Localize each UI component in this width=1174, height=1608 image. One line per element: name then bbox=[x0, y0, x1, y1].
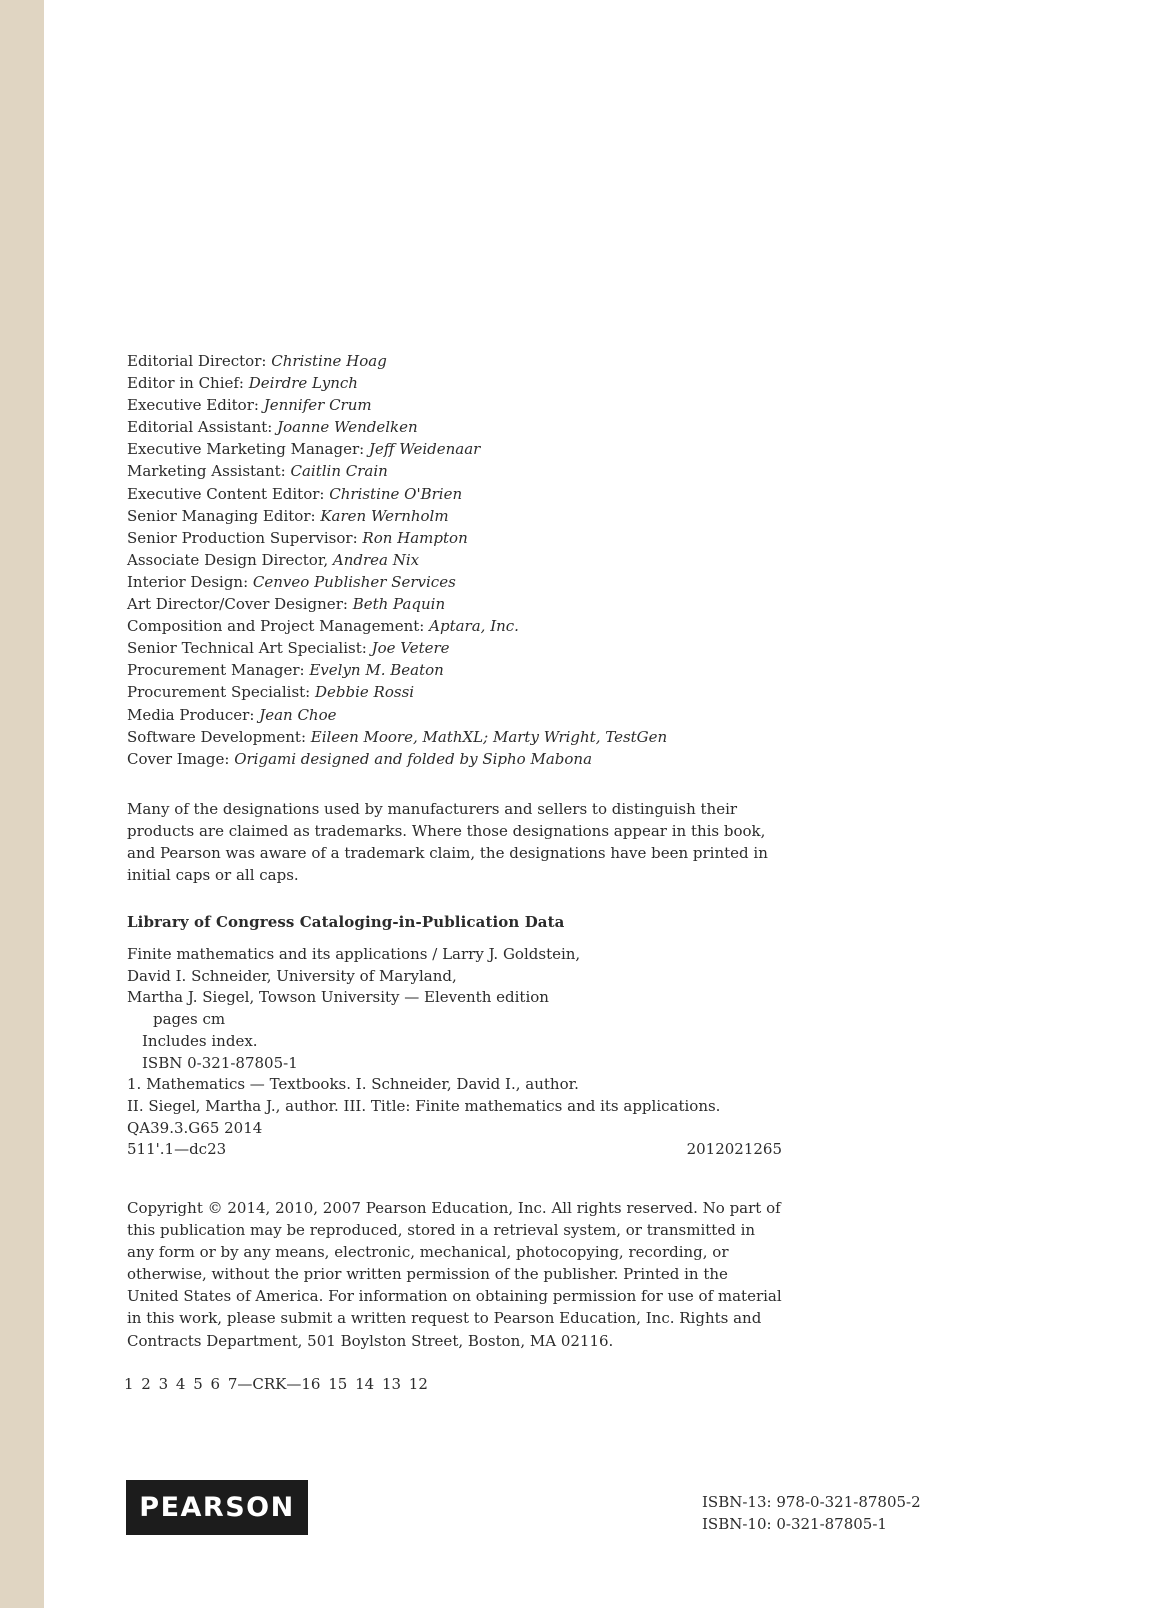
isbn10: ISBN-10: 0-321-87805-1 bbox=[702, 1515, 887, 1533]
credit-role: Associate Design Director, bbox=[127, 550, 333, 569]
credit-name: Deirdre Lynch bbox=[248, 374, 358, 393]
cip-line: II. Siegel, Martha J., author. III. Title: Finite mathematics and its applications. bbox=[127, 1096, 721, 1115]
credit-role: Art Director/Cover Designer: bbox=[127, 595, 353, 614]
credit-role: Software Development: bbox=[127, 727, 311, 746]
credit-name: Beth Paquin bbox=[352, 595, 446, 614]
credit-line bbox=[127, 615, 827, 637]
credit-line bbox=[127, 571, 827, 593]
credit-name: Aptara, Inc. bbox=[429, 617, 519, 636]
credit-name: Christine Hoag bbox=[271, 352, 387, 370]
credit-role: Senior Managing Editor: bbox=[127, 506, 321, 525]
cip-classification-row bbox=[127, 1139, 782, 1161]
credit-line bbox=[127, 593, 827, 615]
credit-line bbox=[127, 637, 827, 659]
copyright-notice bbox=[127, 1197, 827, 1352]
credit-line bbox=[127, 416, 827, 438]
trademark-line: initial caps or all caps. bbox=[127, 866, 299, 885]
credit-name: Jeff Weidenaar bbox=[368, 440, 481, 459]
credit-role: Marketing Assistant: bbox=[127, 462, 291, 481]
credit-line bbox=[127, 372, 827, 394]
cip-heading: Library of Congress Cataloging-in-Publication Data bbox=[127, 913, 565, 931]
credit-name: Eileen Moore, MathXL; Marty Wright, TestGen bbox=[310, 727, 668, 746]
credit-role: Senior Technical Art Specialist: bbox=[127, 639, 372, 658]
credit-line bbox=[127, 748, 827, 770]
credit-line bbox=[127, 394, 827, 416]
pearson-logo-text: PEARSON bbox=[139, 1492, 295, 1523]
credit-line bbox=[127, 549, 827, 571]
print-line: 1 2 3 4 5 6 7—CRK—16 15 14 13 12 bbox=[124, 1375, 428, 1393]
credit-name: Andrea Nix bbox=[332, 550, 420, 569]
cip-control-number: 2012021265 bbox=[686, 1140, 782, 1159]
copyright-line: Contracts Department, 501 Boylston Street, Boston, MA 02116. bbox=[127, 1331, 614, 1350]
credit-line bbox=[127, 350, 827, 372]
credit-role: Editorial Assistant: bbox=[127, 418, 278, 437]
credit-line bbox=[127, 704, 827, 726]
credit-line bbox=[127, 659, 827, 681]
cip-line: David I. Schneider, University of Maryland, bbox=[127, 966, 457, 985]
credit-role: Executive Editor: bbox=[127, 396, 264, 415]
cip-line: Finite mathematics and its applications / Larry J. Goldstein, bbox=[127, 945, 581, 963]
credit-role: Procurement Specialist: bbox=[127, 683, 315, 702]
credit-name: Cenveo Publisher Services bbox=[252, 572, 456, 591]
trademark-line: Many of the designations used by manufacturers and sellers to distinguish their bbox=[127, 800, 738, 818]
credit-name: Ron Hampton bbox=[362, 528, 468, 547]
cip-line: Includes index. bbox=[142, 1031, 258, 1050]
copyright-line: Copyright © 2014, 2010, 2007 Pearson Education, Inc. All rights reserved. No part of bbox=[127, 1199, 781, 1217]
credit-line bbox=[127, 438, 827, 460]
credit-role: Interior Design: bbox=[127, 572, 253, 591]
credits-list bbox=[127, 350, 827, 770]
credit-name: Jean Choe bbox=[259, 705, 337, 724]
cip-data bbox=[127, 944, 787, 1161]
trademark-notice bbox=[127, 798, 827, 886]
credit-name: Jennifer Crum bbox=[263, 396, 372, 415]
credit-line bbox=[127, 483, 827, 505]
credit-name: Christine O'Brien bbox=[329, 484, 463, 503]
credit-role: Editorial Director: bbox=[127, 352, 272, 370]
credit-role: Composition and Project Management: bbox=[127, 617, 430, 636]
credit-name: Karen Wernholm bbox=[320, 506, 449, 525]
isbn-block bbox=[702, 1491, 921, 1535]
trademark-line: and Pearson was aware of a trademark claim, the designations have been printed in bbox=[127, 844, 768, 863]
pearson-logo bbox=[126, 1480, 308, 1535]
credit-line bbox=[127, 505, 827, 527]
cip-line: ISBN 0-321-87805-1 bbox=[142, 1053, 298, 1072]
credit-name: Caitlin Crain bbox=[290, 462, 388, 481]
credit-role: Procurement Manager: bbox=[127, 661, 310, 680]
credit-name: Evelyn M. Beaton bbox=[309, 661, 444, 680]
credit-line bbox=[127, 527, 827, 549]
credit-name: Origami designed and folded by Sipho Mabona bbox=[234, 749, 593, 768]
credit-role: Executive Marketing Manager: bbox=[127, 440, 369, 459]
cip-line: pages cm bbox=[153, 1010, 226, 1029]
cip-line: 1. Mathematics — Textbooks. I. Schneider, David I., author. bbox=[127, 1075, 579, 1094]
copyright-line: any form or by any means, electronic, mechanical, photocopying, recording, or bbox=[127, 1243, 729, 1262]
credit-role: Executive Content Editor: bbox=[127, 484, 330, 503]
credit-line bbox=[127, 460, 827, 482]
credit-role: Senior Production Supervisor: bbox=[127, 528, 363, 547]
isbn13: ISBN-13: 978-0-321-87805-2 bbox=[702, 1493, 921, 1511]
trademark-line: products are claimed as trademarks. Where those designations appear in this book, bbox=[127, 822, 766, 841]
credit-name: Joanne Wendelken bbox=[277, 418, 418, 437]
cip-classification: 511'.1—dc23 bbox=[127, 1140, 227, 1159]
credit-role: Cover Image: bbox=[127, 749, 235, 768]
credit-line bbox=[127, 681, 827, 703]
credit-role: Editor in Chief: bbox=[127, 374, 249, 393]
cip-line: Martha J. Siegel, Towson University — Eleventh edition bbox=[127, 988, 549, 1007]
credit-name: Debbie Rossi bbox=[315, 683, 415, 702]
credit-role: Media Producer: bbox=[127, 705, 260, 724]
copyright-line: United States of America. For information on obtaining permission for use of material bbox=[127, 1287, 782, 1306]
copyright-line: this publication may be reproduced, stored in a retrieval system, or transmitted in bbox=[127, 1221, 756, 1240]
copyright-line: in this work, please submit a written request to Pearson Education, Inc. Rights and bbox=[127, 1309, 762, 1328]
credit-name: Joe Vetere bbox=[371, 639, 450, 658]
credit-line bbox=[127, 726, 827, 748]
copyright-line: otherwise, without the prior written permission of the publisher. Printed in the bbox=[127, 1265, 728, 1284]
cip-line: QA39.3.G65 2014 bbox=[127, 1118, 263, 1137]
